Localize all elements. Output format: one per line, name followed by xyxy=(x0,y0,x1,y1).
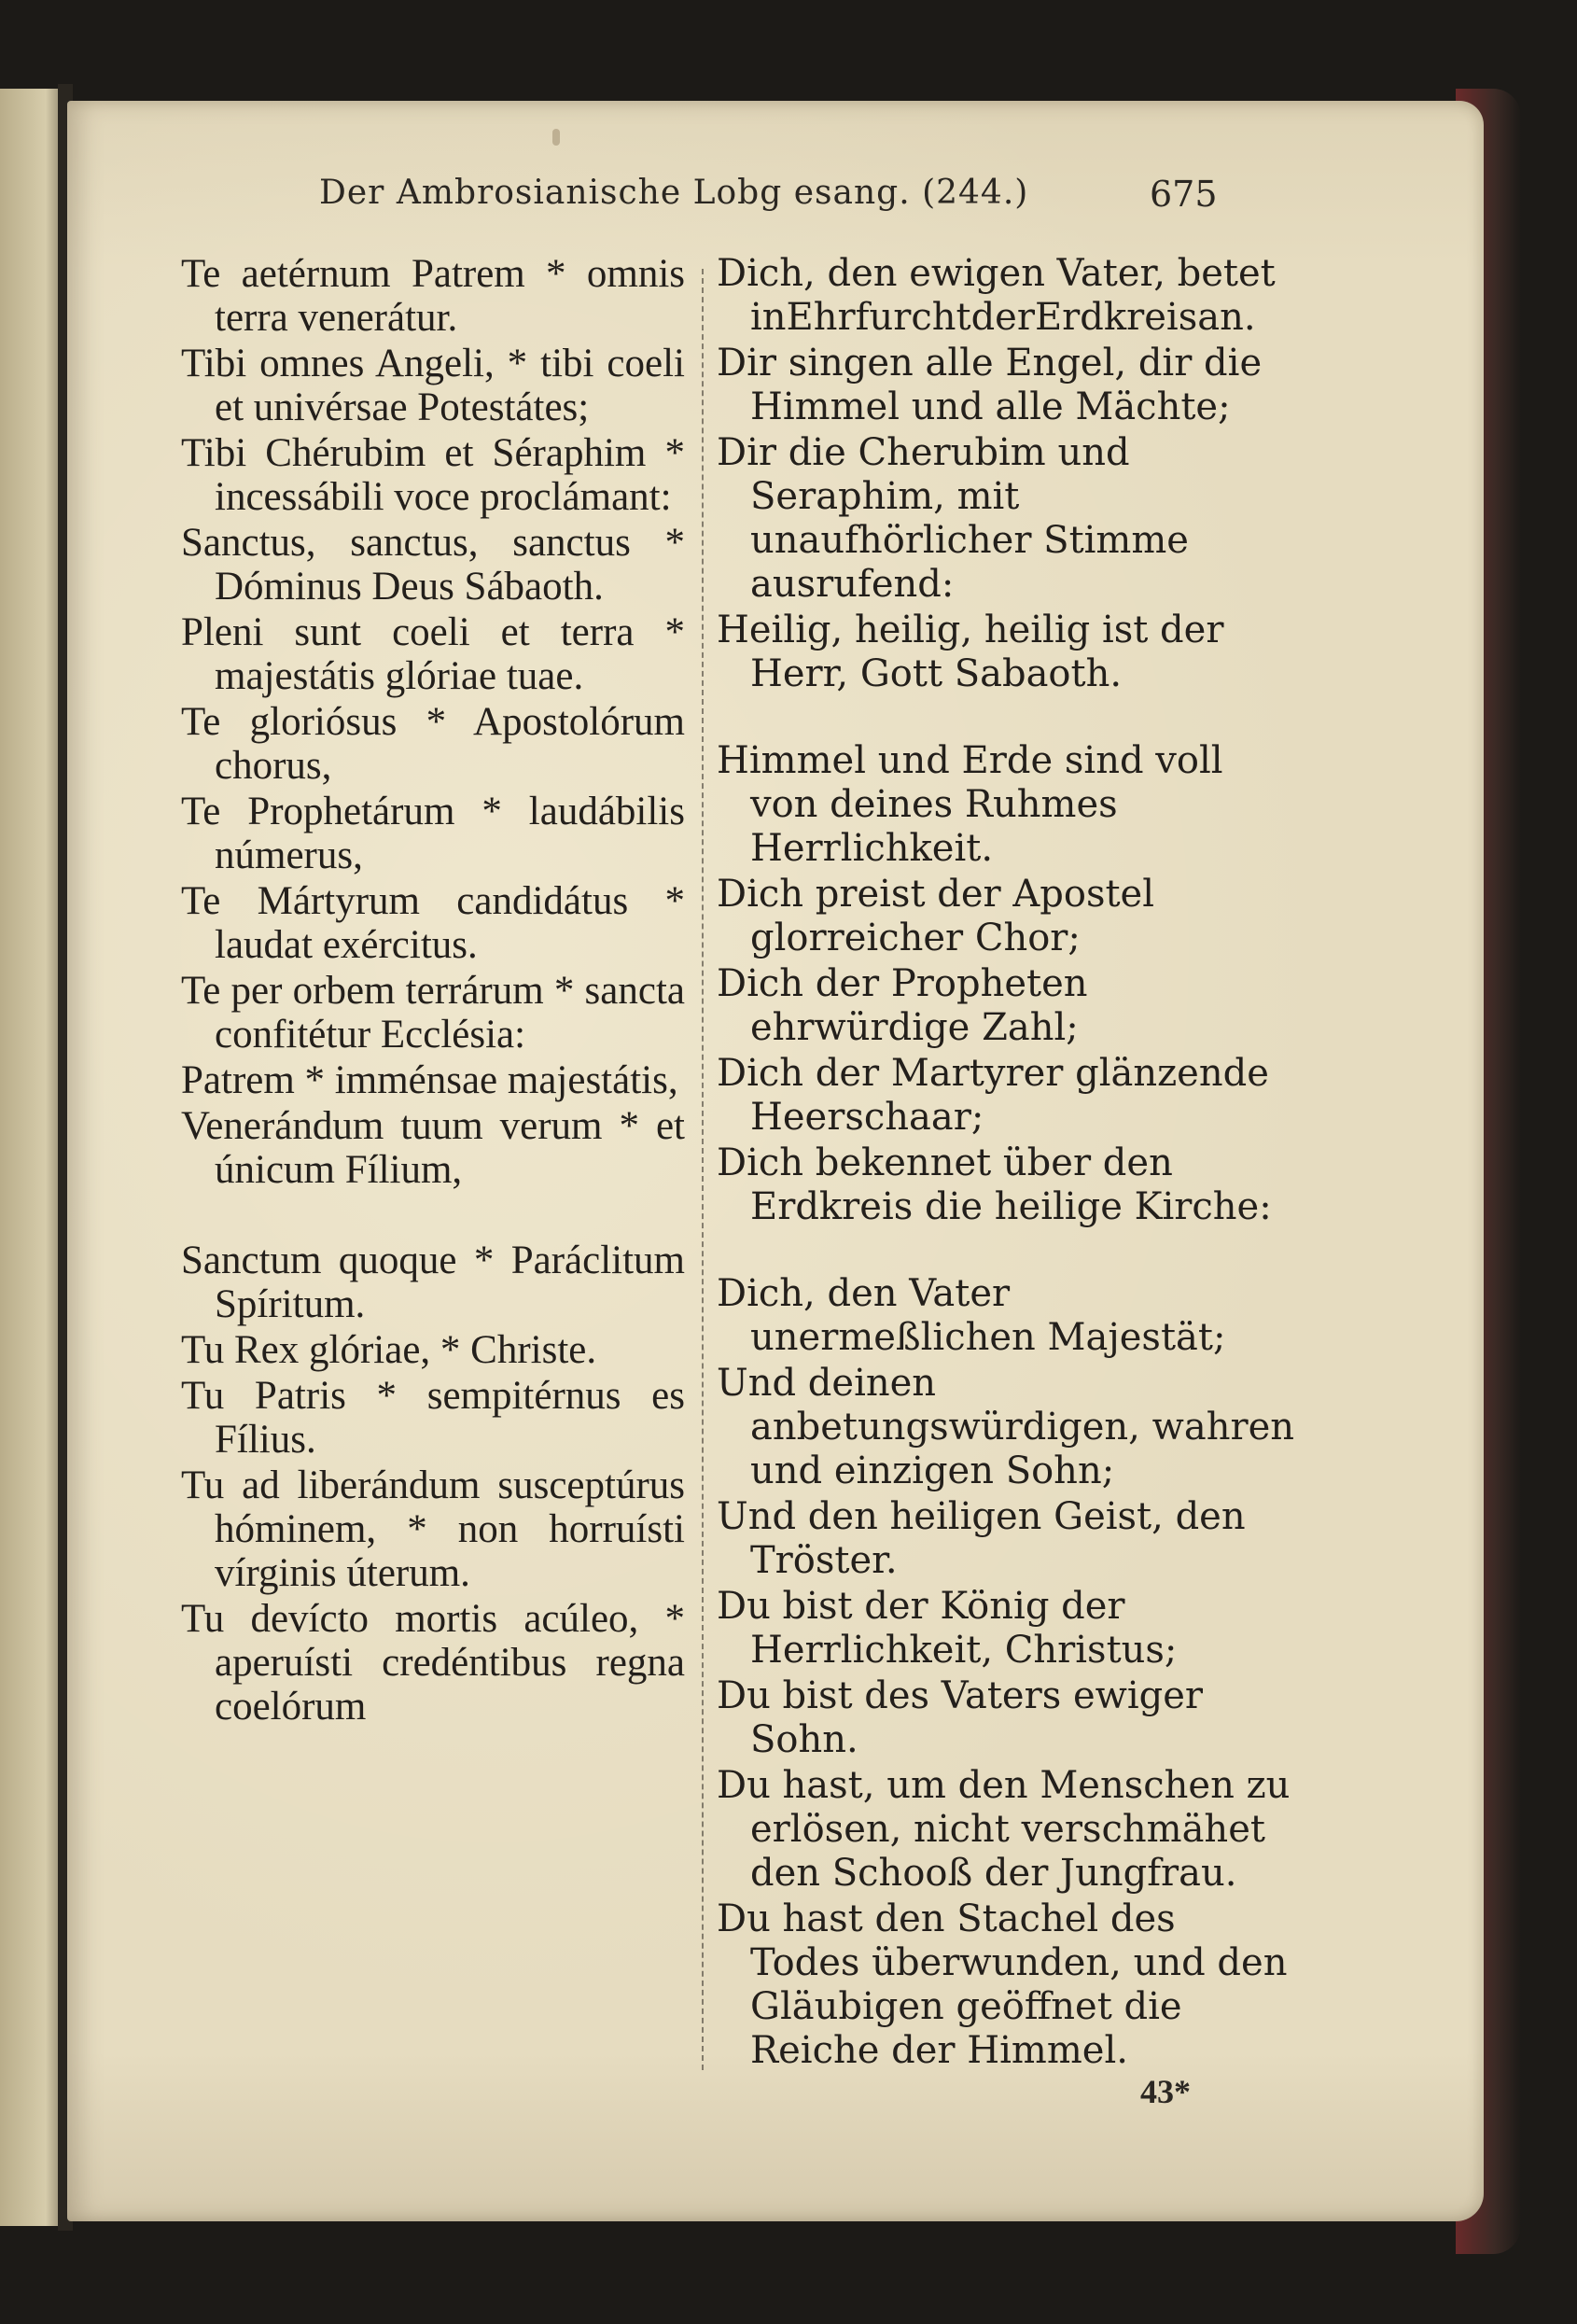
german-verse: Du bist des Vaters ewiger Sohn. xyxy=(717,1674,1204,1761)
german-verse: Dir singen alle Engel, dir die Himmel und alle Mächte; xyxy=(717,342,1263,428)
german-verse: Dich der Martyrer glänzende Heerschaar; xyxy=(717,1052,1269,1139)
latin-verse: Tu devícto mortis acúleo, * aperuísti credéntibus regna coelórum xyxy=(181,1597,685,1729)
german-verse: Du bist der König der Herrlichkeit, Christus; xyxy=(717,1585,1178,1672)
latin-verse: Tu Patris * sempitérnus es Fílius. xyxy=(181,1374,685,1462)
latin-verse: Te Mártyrum candidátus * laudat exércitus. xyxy=(181,879,685,967)
german-verse: Dich bekennet über den Erdkreis die heilige Kirche: xyxy=(717,1141,1272,1228)
running-title: Der Ambrosianische Lobg esang. (244.) xyxy=(319,174,1029,212)
latin-verse: Tu Rex glóriae, * Christe. xyxy=(181,1328,597,1372)
latin-verse: Te per orbem terrárum * sancta confitétur Ecclésia: xyxy=(181,969,685,1057)
german-verse: Himmel und Erde sind voll von deines Ruhmes Herrlichkeit. xyxy=(717,739,1223,870)
latin-verse: Tibi omnes Angeli, * tibi coeli et univérsae Potestátes; xyxy=(181,342,685,429)
latin-verse: Patrem * imménsae majestátis, xyxy=(181,1058,678,1102)
latin-verse: Te Prophetárum * laudábilis númerus, xyxy=(181,790,685,877)
latin-verse: Te gloriósus * Apostolórum chorus, xyxy=(181,700,685,788)
german-verse: Du hast den Stachel des Todes überwunden, und den Gläubigen geöffnet die Reiche der Himmel. xyxy=(717,1897,1288,2072)
german-verse: Und den heiligen Geist, den Tröster. xyxy=(717,1495,1246,1582)
german-verse: Heilig, heilig, heilig ist der Herr, Gott Sabaoth. xyxy=(717,609,1224,695)
german-verse: Und deinen anbetungswürdigen, wahren und einzigen Sohn; xyxy=(717,1362,1295,1492)
german-verse: Dir die Cherubim und Seraphim, mit unaufhörlicher Stimme ausrufend: xyxy=(717,431,1189,606)
signature-mark: 43* xyxy=(1140,2073,1191,2110)
latin-verse: Te aetérnum Patrem * omnis terra venerátur. xyxy=(181,252,685,340)
german-verse: Du hast, um den Menschen zu erlösen, nicht verschmähet den Schooß der Jungfrau. xyxy=(717,1764,1291,1895)
latin-verse: Tu ad liberándum susceptúrus hóminem, * non horruísti vírginis úterum. xyxy=(181,1463,685,1595)
latin-verse: Sanctus, sanctus, sanctus * Dóminus Deus Sábaoth. xyxy=(181,521,685,609)
german-verse: Dich preist der Apostel glorreicher Chor; xyxy=(717,873,1155,959)
german-verse: Dich, den ewigen Vater, betet inEhrfurchtderErdkreisan. xyxy=(717,252,1276,339)
german-column xyxy=(717,252,1295,2075)
facing-page-edge xyxy=(0,89,65,2226)
latin-verse: Pleni sunt coeli et terra * majestátis glóriae tuae. xyxy=(181,610,685,698)
latin-column xyxy=(181,252,685,1730)
book-page xyxy=(67,101,1484,2221)
german-verse: Dich, den Vater unermeßlichen Majestät; xyxy=(717,1272,1226,1359)
latin-verse: Tibi Chérubim et Séraphim * incessábili voce proclámant: xyxy=(181,431,685,519)
column-divider xyxy=(702,269,704,2070)
page-stain xyxy=(552,129,560,146)
page-number: 675 xyxy=(1150,174,1218,215)
latin-verse: Sanctum quoque * Paráclitum Spíritum. xyxy=(181,1239,685,1326)
latin-verse: Venerándum tuum verum * et únicum Fílium, xyxy=(181,1104,685,1192)
german-verse: Dich der Propheten ehrwürdige Zahl; xyxy=(717,962,1088,1049)
